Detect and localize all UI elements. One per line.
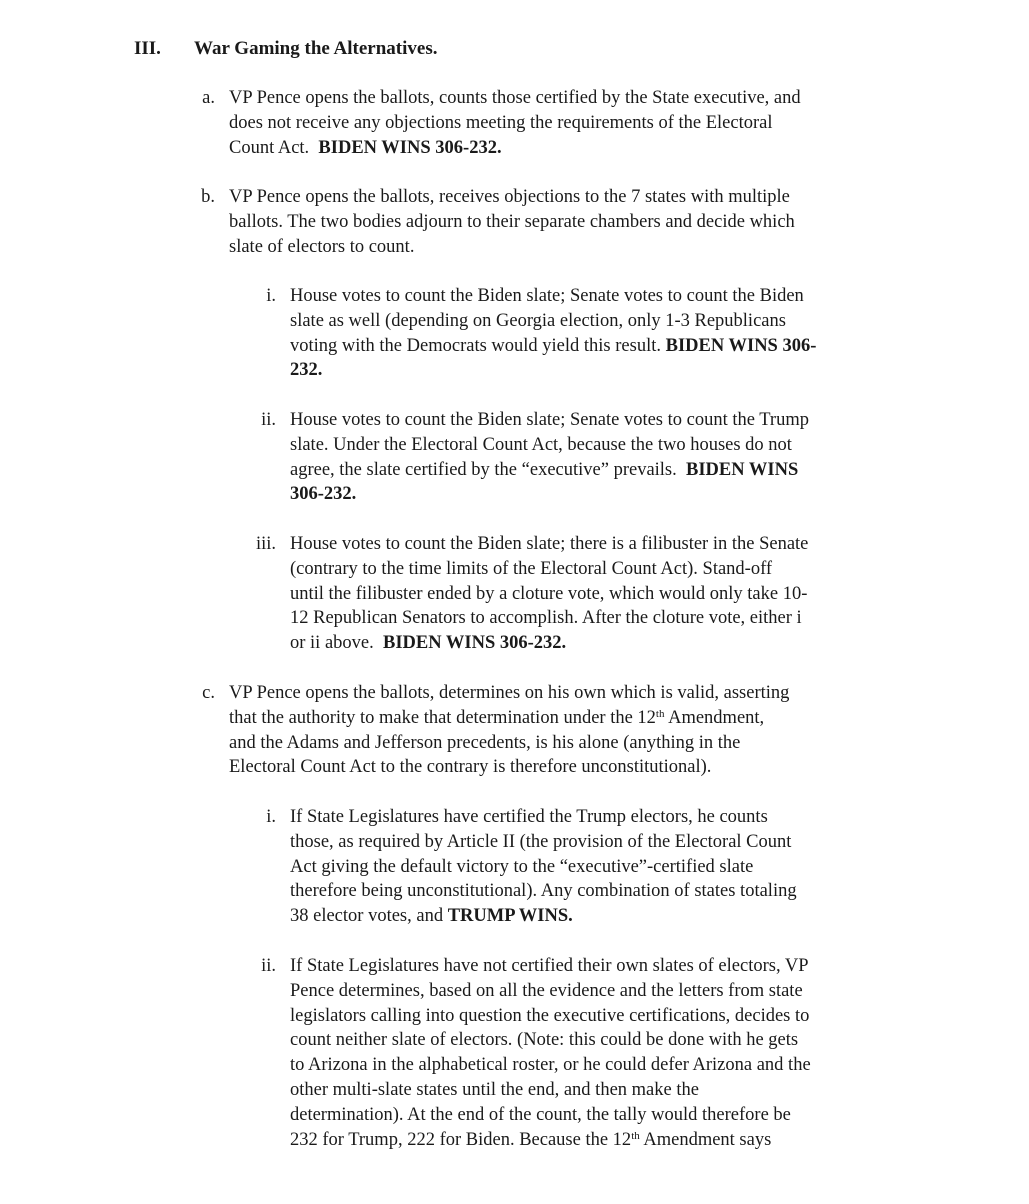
paragraph-c-ii-line-6: other multi-slate states until the end, and then make the [290,1079,699,1100]
paragraph-b-ii [261,408,809,507]
paragraph-b-ii-line-4 [290,482,809,507]
paragraph-c-ii-line-3: legislators calling into question the executive certifications, decides to [290,1005,810,1026]
paragraph-c-line-1: VP Pence opens the ballots, determines on his own which is valid, asserting [229,683,790,703]
paragraph-c-ii [261,954,811,1152]
paragraph-c-i-marker: i. [266,807,276,827]
paragraph-c-ii-line-4: count neither slate of electors. (Note: this could be done with he gets [290,1030,799,1051]
paragraph-b-i [266,284,817,383]
paragraph-a-marker: a. [202,88,215,108]
paragraph-b-ii-result-part-1: BIDEN WINS [686,459,799,480]
paragraph-c-ii-line-1: If State Legislatures have not certified their own slates of electors, VP [290,956,809,976]
paragraph-b-ii-line-3-text: agree, the slate certified by the “executive” prevails. [290,459,677,480]
paragraph-c-i-line-2: those, as required by Article II (the provision of the Electoral Count [290,831,792,852]
section-number: III. [134,38,161,59]
paragraph-c-ii-line-8 [290,1128,811,1153]
paragraph-c-line-2-sup: th [655,707,665,720]
paragraph-c-i-result: TRUMP WINS. [447,906,573,927]
paragraph-b-iii-line-1: House votes to count the Biden slate; there is a filibuster in the Senate [290,534,809,554]
paragraph-b-ii-marker: ii. [261,410,276,430]
paragraph-c-i-line-1: If State Legislatures have certified the Trump electors, he counts [290,807,768,827]
paragraph-c-i-line-5-text: 38 elector votes, and [290,906,444,927]
paragraph-b-i-line-4 [290,358,816,383]
section-heading [134,36,437,61]
paragraph-b-iii-result: BIDEN WINS 306-232. [383,633,567,654]
section-title: War Gaming the Alternatives. [194,38,438,59]
paragraph-c-line-2-pre: that the authority to make that determination under the 12 [229,707,656,728]
paragraph-b-line-3: slate of electors to count. [229,236,415,257]
paragraph-b-iii-line-5-text: or ii above. [290,633,374,654]
paragraph-a-line-2: does not receive any objections meeting the requirements of the Electoral [229,112,773,133]
paragraph-c-ii-line-8-pre: 232 for Trump, 222 for Biden. Because the 12 [290,1129,632,1150]
paragraph-b-i-line-3 [290,334,816,359]
paragraph-c-ii-line-7: determination). At the end of the count, the tally would therefore be [290,1104,791,1125]
paragraph-c-ii-line-5: to Arizona in the alphabetical roster, or he could defer Arizona and the [290,1055,811,1076]
paragraph-a [202,86,801,160]
paragraph-b-line-1: VP Pence opens the ballots, receives objections to the 7 states with multiple [229,187,790,207]
paragraph-b-iii-marker: iii. [255,534,276,554]
paragraph-c-ii-line-2: Pence determines, based on all the evidence and the letters from state [290,980,803,1001]
paragraph-b [201,185,795,259]
paragraph-a-line-3-text: Count Act. [229,137,310,158]
paragraph-b-ii-line-1: House votes to count the Biden slate; Senate votes to count the Trump [290,410,809,430]
paragraph-b-ii-result-part-2: 306-232. [290,484,357,505]
paragraph-c [202,681,790,780]
paragraph-c-ii-line-8-sup: th [631,1129,640,1142]
paragraph-b-i-result-part-1: BIDEN WINS 306- [665,335,817,356]
paragraph-b-i-line-3-text: voting with the Democrats would yield this result. [290,335,661,356]
paragraph-b-marker: b. [201,187,215,207]
paragraph-b-line-2: ballots. The two bodies adjourn to their separate chambers and decide which [229,211,795,232]
paragraph-b-iii-line-3: until the filibuster ended by a cloture vote, which would only take 10- [290,583,808,604]
paragraph-a-line-1: VP Pence opens the ballots, counts those certified by the State executive, and [229,88,801,108]
paragraph-b-i-marker: i. [266,286,276,306]
paragraph-c-marker: c. [202,683,215,703]
paragraph-b-ii-line-2: slate. Under the Electoral Count Act, because the two houses do not [290,434,792,455]
paragraph-c-ii-marker: ii. [261,956,276,976]
paragraph-c-line-2-post: Amendment, [664,707,765,728]
paragraph-b-iii-line-5 [290,631,808,656]
paragraph-b-i-line-1: House votes to count the Biden slate; Senate votes to count the Biden [290,286,804,306]
paragraph-b-i-result-part-2: 232. [290,360,323,381]
paragraph-c-i-line-4: therefore being unconstitutional). Any combination of states totaling [290,881,797,902]
paragraph-a-result: BIDEN WINS 306-232. [318,137,502,158]
paragraph-a-line-3 [229,136,801,161]
paragraph-b-iii-line-4: 12 Republican Senators to accomplish. After the cloture vote, either i [290,608,802,629]
paragraph-c-i-line-3: Act giving the default victory to the “executive”-certified slate [290,856,754,877]
paragraph-c-i-line-5 [290,904,797,929]
paragraph-c-line-2 [229,706,789,731]
paragraph-c-line-4: Electoral Count Act to the contrary is therefore unconstitutional). [229,757,712,778]
paragraph-b-ii-line-3 [290,458,809,483]
paragraph-c-i [266,805,797,929]
paragraph-b-i-line-2: slate as well (depending on Georgia election, only 1-3 Republicans [290,310,786,331]
paragraph-c-line-3: and the Adams and Jefferson precedents, is his alone (anything in the [229,732,741,753]
paragraph-c-ii-line-8-post: Amendment says [639,1129,772,1150]
paragraph-b-iii-line-2: (contrary to the time limits of the Electoral Count Act). Stand-off [290,558,773,579]
paragraph-b-iii [255,532,809,656]
